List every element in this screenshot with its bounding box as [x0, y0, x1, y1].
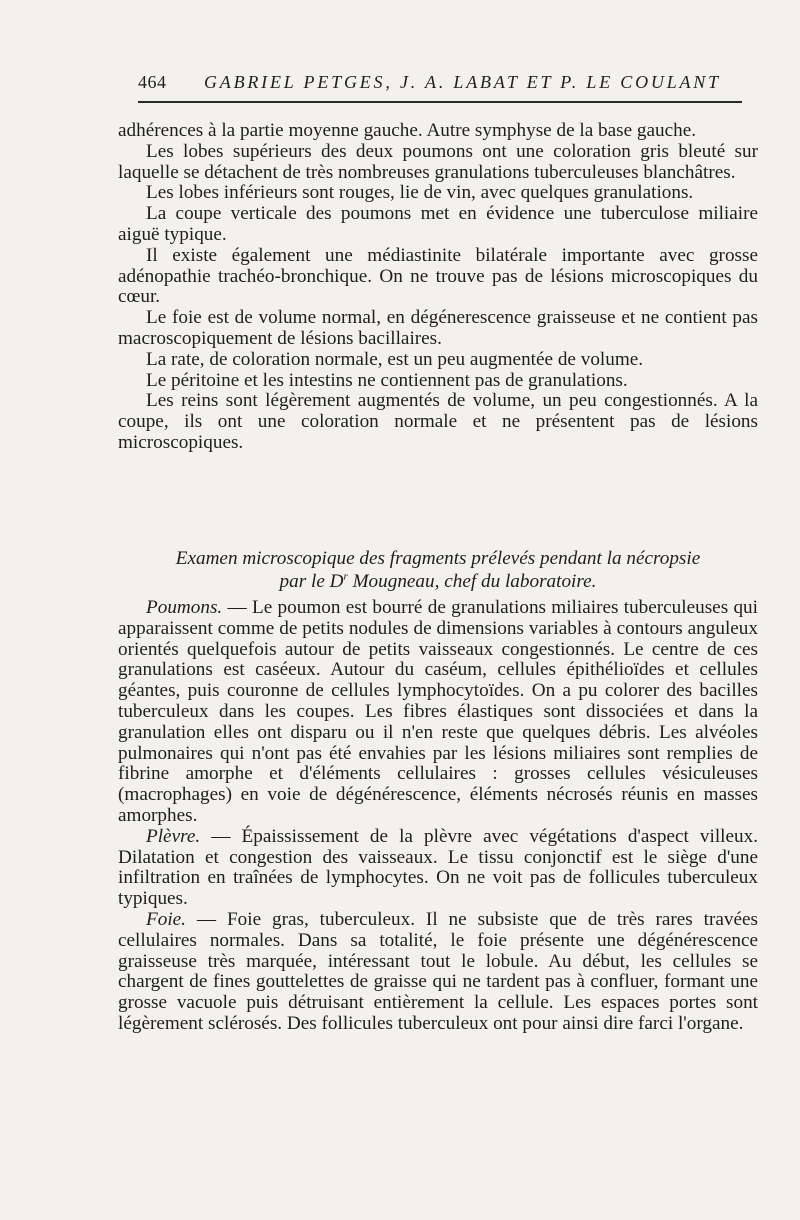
- heading-superscript: r: [343, 570, 348, 583]
- page-number: 464: [138, 72, 167, 92]
- paragraph: Il existe également une médiastinite bilatérale importante avec grosse adénopathie trachéo-bronchique. On ne trouve pas de lésions microscopiques du cœur.: [118, 244, 758, 308]
- autopsy-findings: [118, 121, 758, 454]
- paragraph-lead: Plèvre.: [146, 825, 201, 847]
- paragraph-lead: Foie.: [146, 908, 186, 930]
- paragraph: Les lobes supérieurs des deux poumons ont une coloration gris bleuté sur laquelle se détachent de très nombreuses granulations tuberculeuses blanchâtres.: [118, 140, 758, 183]
- heading-rest: Mougneau, chef du laboratoire.: [347, 571, 597, 592]
- paragraph: La rate, de coloration normale, est un peu augmentée de volume.: [146, 348, 644, 370]
- section-heading-line-1: Examen microscopique des fragments prélevés pendant la nécropsie: [175, 548, 701, 569]
- paragraph: Les lobes inférieurs sont rouges, lie de vin, avec quelques granulations.: [146, 182, 694, 204]
- header-rule: [138, 101, 742, 103]
- heading-prefix: par le D: [279, 571, 344, 592]
- paragraph: adhérences à la partie moyenne gauche. Autre symphyse de la base gauche.: [118, 120, 697, 141]
- paragraph: Les reins sont légèrement augmentés de volume, un peu congestionnés. A la coupe, ils ont une coloration normale et ne présentent pas de lésions microscopiques.: [118, 390, 758, 453]
- paragraph-foie: [118, 910, 758, 1035]
- paragraph: Le péritoine et les intestins ne contiennent pas de granulations.: [146, 369, 628, 391]
- section-heading: [118, 547, 758, 593]
- running-title: GABRIEL PETGES, J. A. LABAT ET P. LE COULANT: [204, 72, 721, 92]
- paragraph: La coupe verticale des poumons met en évidence une tuberculose miliaire aiguë typique.: [118, 203, 758, 245]
- paragraph-plevre: [118, 827, 758, 910]
- paragraph-body: — Épaississement de la plèvre avec végétations d'aspect villeux. Dilatation et congestion des vaisseaux. Le tissu conjonctif est le siège d'une infiltration en traînées de lymphocytes. On ne voit pas de follicules tuberculeux typiques.: [118, 825, 758, 910]
- paragraph-lead: Poumons.: [146, 597, 223, 618]
- section-heading-line-2: [118, 570, 758, 593]
- microscopic-findings: [118, 598, 758, 1035]
- paragraph: Le foie est de volume normal, en dégénerescence graisseuse et ne contient pas macroscopiquement de lésions bacillaires.: [118, 307, 758, 349]
- paragraph-body: — Le poumon est bourré de granulations miliaires tuberculeuses qui apparaissent comme de petits nodules de dimensions variables à contours anguleux orientés quelquefois autour de petits vaisseaux congestionnés. Le centre de ces granulations est caséeux. Autour du caséum, cellules épithélioïdes et cellules géantes, puis couronne de cellules lymphocytoïdes. On a pu colorer des bacilles tuberculeux dans les coupes. Les fibres élastiques sont dissociées et dans la granulation elles ont disparu ou il n'en reste que quelques débris. Les alvéoles pulmonaires qui n'ont pas été envahies par les lésions miliaires sont remplies de fibrine amorphe et d'éléments cellulaires : grosses cellules vésiculeuses (macrophages) en voie de dégénérescence, éléments nécrosés réunis en masses amorphes.: [118, 597, 758, 826]
- paragraph-body: — Foie gras, tuberculeux. Il ne subsiste que de très rares travées cellulaires normales. Dans sa totalité, le foie présente une dégénérescence graisseuse très marquée, intéressant tout le lobule. Au début, les cellules se chargent de fines gouttelettes de graisse qui ne tardent pas à confluer, formant une grosse vacuole puis détruisant entièrement la cellule. Les espaces portes sont légèrement sclérosés. Des follicules tuberculeux ont pour ainsi dire farci l'organe.: [118, 908, 758, 1034]
- paragraph-poumons: [118, 598, 758, 827]
